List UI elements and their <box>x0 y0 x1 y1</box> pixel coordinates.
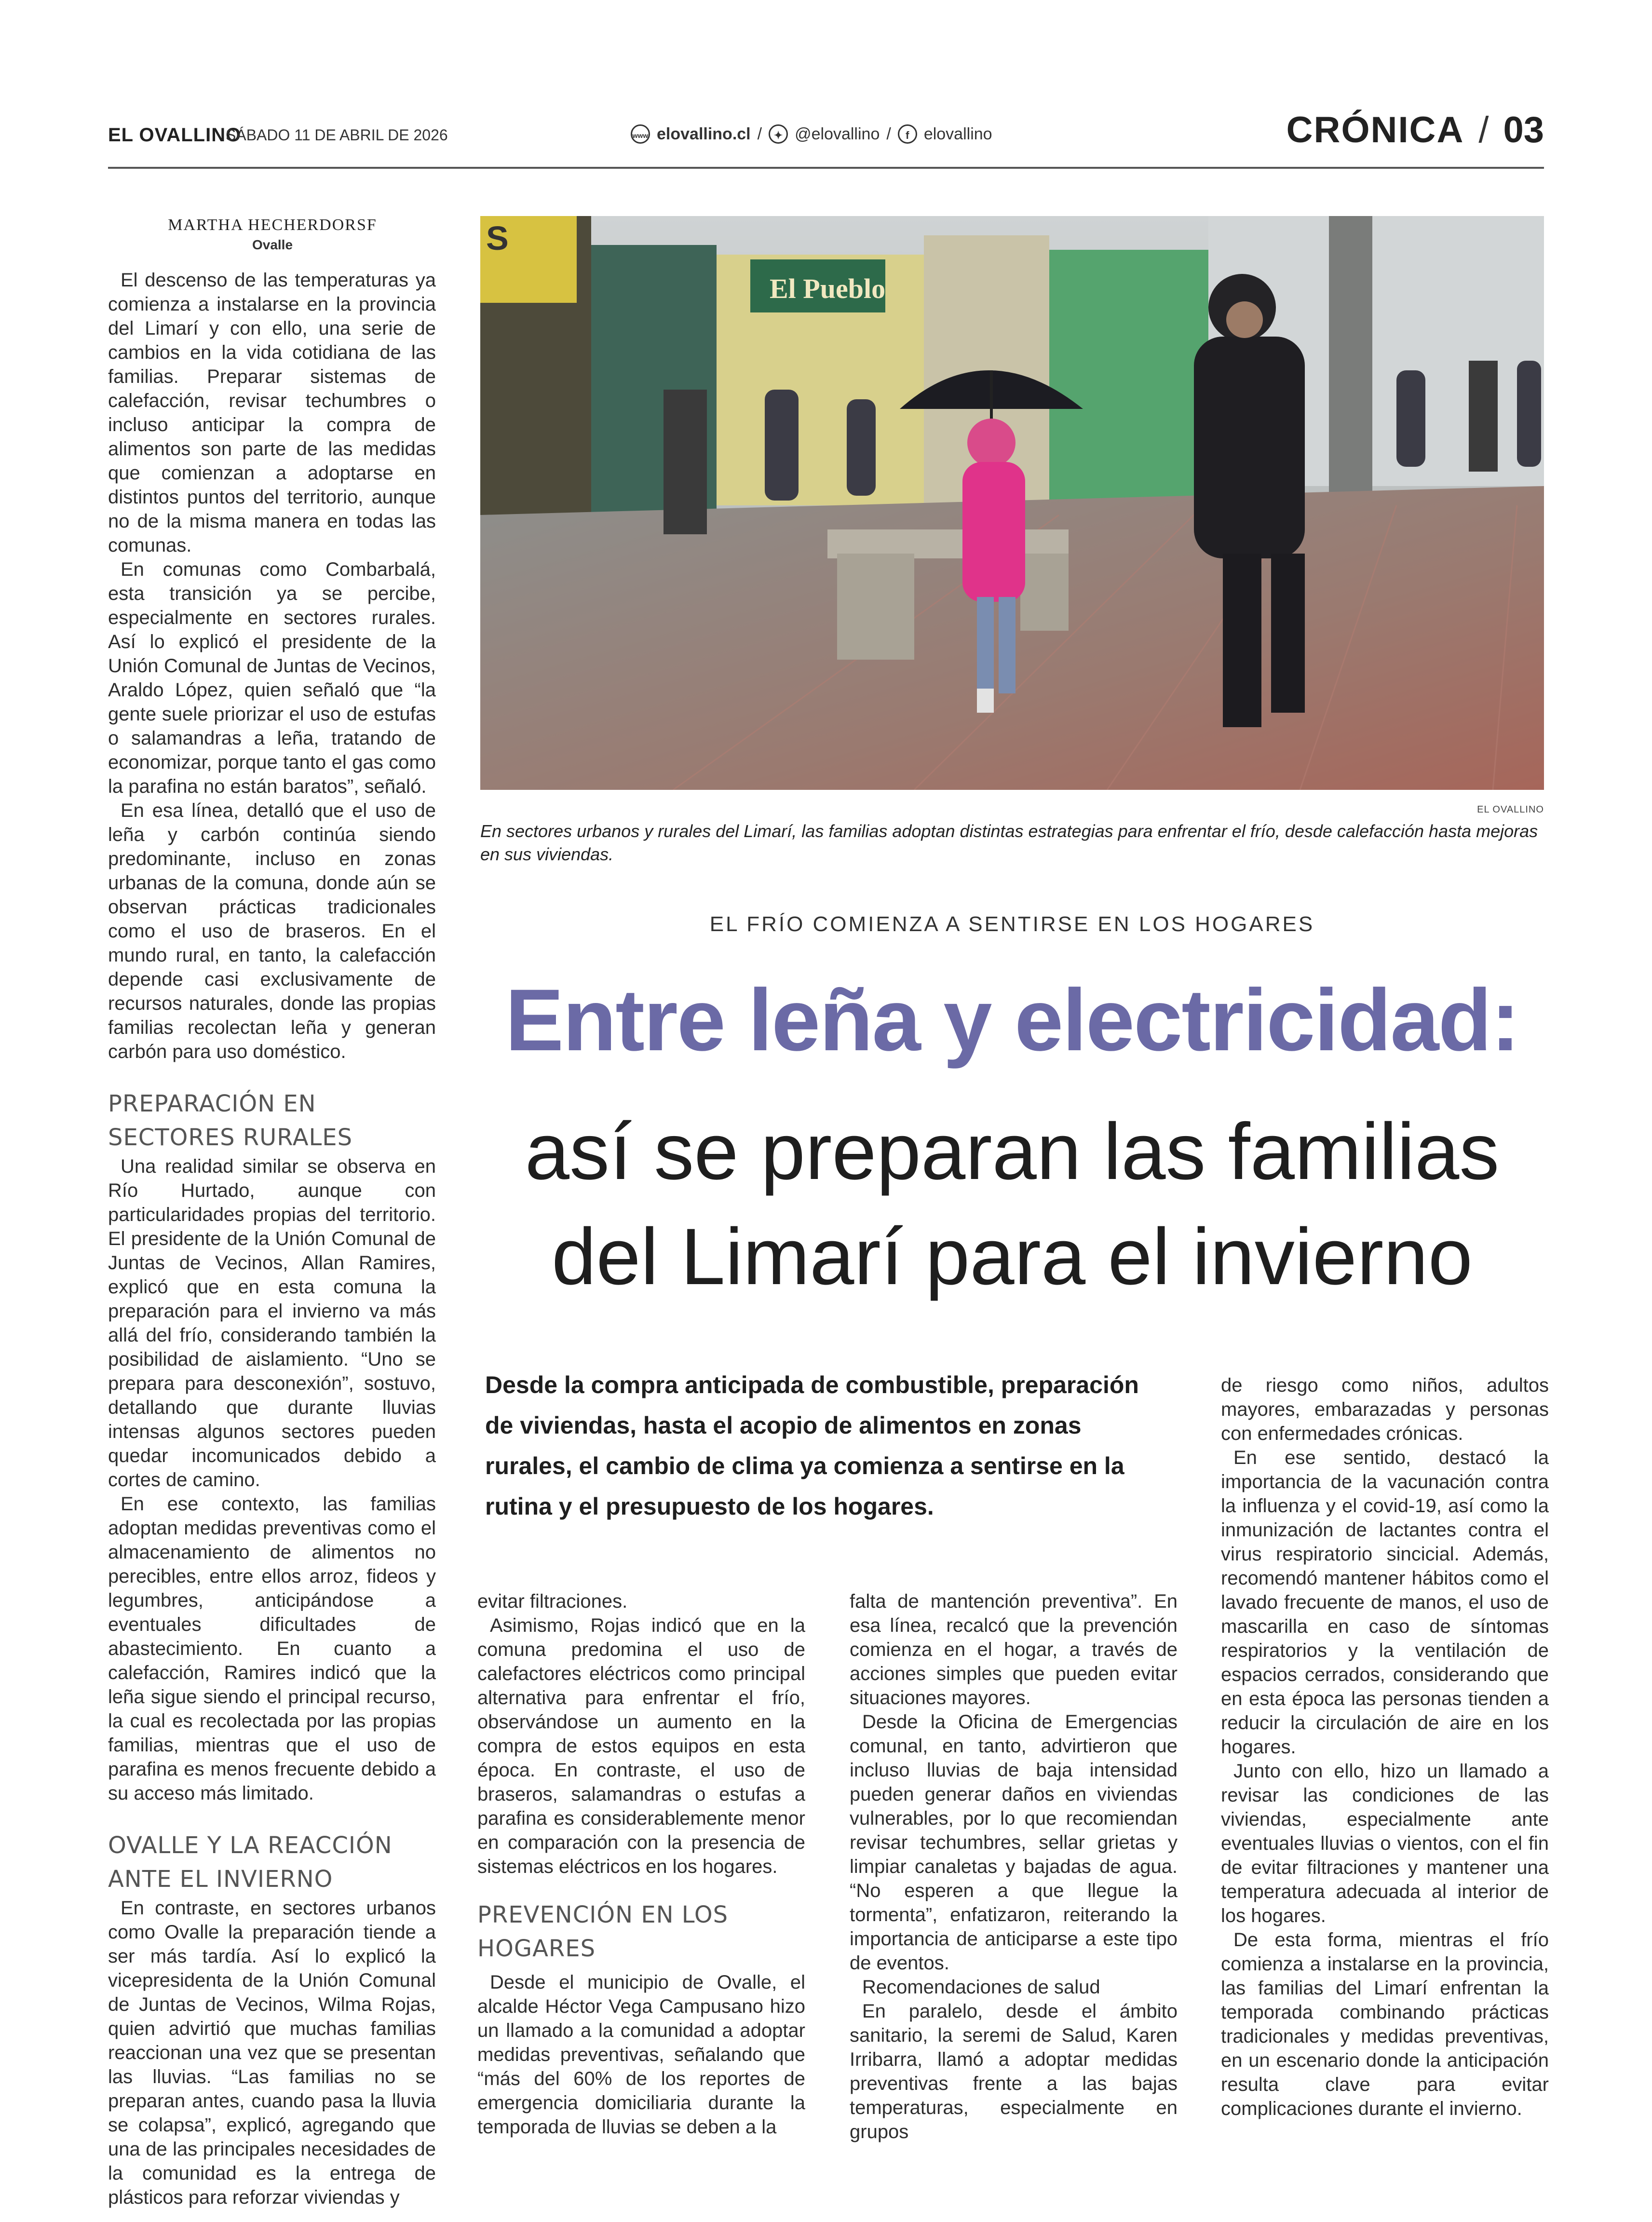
paragraph: En contraste, en sectores urbanos como Ovalle la preparación tiende a ser más tardía. Así lo explicó la vicepresidenta de la Unión Comunal de Juntas de Vecinos, Wilma Rojas, quien advirtió que muchas familias reaccionan una vez que se presentan las lluvias. “Las familias no se preparan antes, cuando pasa la lluvia se colapsa”, explicó, agregando que una de las principales necesidades de la comunidad es la entrega de plásticos para reforzar viviendas y <box>108 1897 436 2208</box>
article-column-2 <box>477 1589 805 2139</box>
street-rain-illustration <box>480 216 1544 790</box>
article-column-1 <box>108 268 436 2209</box>
article-column-3 <box>850 1589 1178 2144</box>
header-rule <box>108 167 1544 169</box>
twitter-handle[interactable]: @elovallino <box>795 124 880 143</box>
facebook-icon: f <box>898 124 917 144</box>
newspaper-name: EL OVALLINO <box>108 124 242 146</box>
article-column-4 <box>1221 1373 1549 2121</box>
photo-credit: EL OVALLINO <box>1477 804 1544 815</box>
issue-date: SÁBADO 11 DE ABRIL DE 2026 <box>226 126 448 144</box>
article-lead: Desde la compra anticipada de combustible, preparación de viviendas, hasta el acopio de alimentos en zonas rurales, el cambio de clima ya comienza a sentirse en la rutina y el presupuesto de los hogares. <box>485 1371 1139 1520</box>
paragraph: de riesgo como niños, adultos mayores, embarazadas y personas con enfermedades crónicas. <box>1221 1375 1549 1444</box>
article-kicker: EL FRÍO COMIENZA A SENTIRSE EN LOS HOGARES <box>709 912 1315 936</box>
separator: / <box>757 124 762 143</box>
paragraph: Junto con ello, hizo un llamado a revisar las condiciones de las viviendas, especialmente ante eventuales lluvias o vientos, con el fin de evitar filtraciones y mantener una temperatura adecuada al interior de los hogares. <box>1221 1761 1549 1926</box>
byline-author: MARTHA HECHERDORSF <box>168 216 377 234</box>
paragraph: Una realidad similar se observa en Río Hurtado, aunque con particularidades propias del territorio. El presidente de la Unión Comunal de Juntas de Vecinos, Allan Ramires, explicó que en esta comuna la preparación para el invierno va más allá del frío, considerando también la posibilidad de aislamiento. “Uno se prepara para desconexión”, sostuvo, detallando que durante lluvias intensas algunos sectores pueden quedar incomunicados debido a cortes de camino. <box>108 1156 436 1490</box>
headline-secondary <box>480 1099 1544 1310</box>
paragraph: Asimismo, Rojas indicó que en la comuna predomina el uso de calefactores eléctricos como principal alternativa para enfrentar el frío, observándose un aumento en la compra de estos equipos en esta época. En contraste, el uso de braseros, salamandras o estufas a parafina es considerablemente menor en comparación con la presencia de sistemas eléctricos en los hogares. <box>477 1615 805 1877</box>
paragraph: Recomendaciones de salud <box>862 1977 1100 1998</box>
twitter-icon: ✦ <box>769 124 788 144</box>
section-slash: / <box>1478 109 1489 150</box>
paragraph: Desde el municipio de Ovalle, el alcalde Héctor Vega Campusano hizo un llamado a la comunidad a adoptar medidas preventivas, señalando que “más del 60% de los reportes de emergencia domiciliaria durante la temporada de lluvias se deben a la <box>477 1972 805 2138</box>
paragraph: falta de mantención preventiva”. En esa línea, recalcó que la prevención comienza en el hogar, a través de acciones simples que pueden evitar situaciones mayores. <box>850 1591 1178 1708</box>
paragraph: El descenso de las temperaturas ya comienza a instalarse en la provincia del Limarí y con ello, una serie de cambios en la vida cotidiana de las familias. Preparar sistemas de calefacción, revisar techumbres o incluso anticipar la compra de alimentos son parte de las medidas que comienzan a adoptarse en distintos puntos del territorio, aunque no de la misma manera en todas las comunas. <box>108 270 436 556</box>
store-sign-el-pueblo: El Pueblo <box>770 273 886 304</box>
photo-caption: En sectores urbanos y rurales del Limarí, las familias adoptan distintas estrategias para enfrentar el frío, desde calefacción hasta mejoras en sus viviendas. <box>480 821 1538 864</box>
headline-main: Entre leña y electricidad: <box>505 971 1519 1069</box>
subheading: PREPARACIÓN EN SECTORES RURALES <box>108 1090 353 1151</box>
paragraph: De esta forma, mientras el frío comienza a instalarse en la provincia, las familias del Limarí enfrentan la temporada combinando prácticas tradicionales y medidas preventivas, en un escenario donde la anticipación resulta clave para evitar complicaciones durante el invierno. <box>1221 1929 1549 2119</box>
paragraph: En esa línea, detalló que el uso de leña y carbón continúa siendo predominante, incluso en zonas urbanas de la comuna, donde aún se observan prácticas tradicionales como el uso de braseros. En el mundo rural, en tanto, la calefacción depende casi exclusivamente de recursos naturales, donde las propias familias recolectan leña y generan carbón para uso doméstico. <box>108 800 436 1062</box>
section-header <box>1286 109 1544 151</box>
subheading: PREVENCIÓN EN LOS HOGARES <box>477 1901 729 1962</box>
facebook-handle[interactable]: elovallino <box>923 124 992 143</box>
article-photo <box>480 216 1544 790</box>
paragraph: En ese sentido, destacó la importancia de la vacunación contra la influenza y el covid-19, así como la inmunización de lactantes contra el virus respiratorio sincicial. Además, recomendó mantener hábitos como el lavado frecuente de manos, el uso de mascarilla en caso de síntomas respiratorios y la ventilación de espacios cerrados, considerando que en esta época las personas tienden a reducir la circulación de aire en los hogares. <box>1221 1447 1549 1758</box>
page-number: 03 <box>1503 109 1544 150</box>
paragraph: Desde la Oficina de Emergencias comunal, en tanto, advirtieron que incluso lluvias de baja intensidad pueden generar daños en viviendas vulnerables, por lo que recomiendan revisar techumbres, sellar grietas y limpiar canaletas y bajadas de agua. “No esperen a que llegue la tormenta”, enfatizaron, reiterando la importancia de anticiparse a este tipo de eventos. <box>850 1711 1178 1974</box>
paragraph: evitar filtraciones. <box>477 1591 628 1612</box>
website-link[interactable]: elovallino.cl <box>657 124 751 143</box>
paragraph: En paralelo, desde el ámbito sanitario, la seremi de Salud, Karen Irribarra, llamó a adoptar medidas preventivas frente a las bajas temperaturas, especialmente en grupos <box>850 2001 1178 2142</box>
byline-place: Ovalle <box>252 237 293 252</box>
subheading: OVALLE Y LA REACCIÓN ANTE EL INVIERNO <box>108 1832 393 1893</box>
headline-line: así se preparan las familias <box>525 1107 1500 1196</box>
headline-line: del Limarí para el invierno <box>552 1212 1473 1301</box>
web-icon: www <box>631 124 650 144</box>
paragraph: En ese contexto, las familias adoptan medidas preventivas como el almacenamiento de alimentos no perecibles, entre ellos arroz, fideos y legumbres, anticipándose a eventuales dificultades de abastecimiento. En cuanto a calefacción, Ramires indicó que la leña sigue siendo el principal recurso, la cual es recolectada por las propias familias, mientras que el uso de parafina es menos frecuente debido a su acceso más limitado. <box>108 1493 436 1804</box>
section-name: CRÓNICA <box>1286 109 1464 150</box>
store-sign-letter: S <box>486 219 509 257</box>
header-links <box>631 124 992 144</box>
separator: / <box>886 124 891 143</box>
paragraph: En comunas como Combarbalá, esta transición ya se percibe, especialmente en sectores rurales. Así lo explicó el presidente de la Unión Comunal de Juntas de Vecinos, Araldo López, quien señaló que “la gente suele priorizar el uso de estufas o salamandras a leña, tratando de economizar, porque tanto el gas como la parafina no están baratos”, señaló. <box>108 559 436 797</box>
